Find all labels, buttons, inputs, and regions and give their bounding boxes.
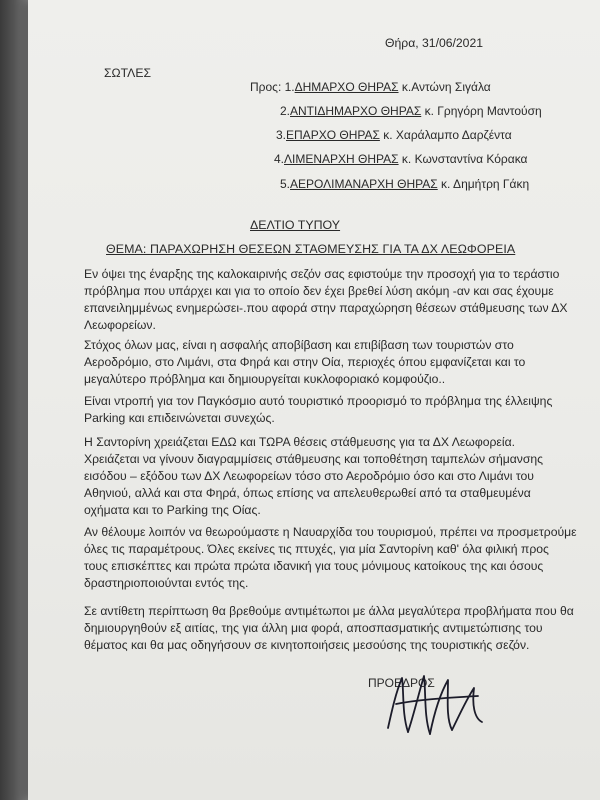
document-date: Θήρα, 31/06/2021 — [385, 36, 484, 50]
paragraph-line: όλες τις παραμέτρους. Όλες εκείνες τις πτυχές, για μία Σαντορίνη καθ' όλα φιλική προς — [84, 542, 549, 556]
recipient-line — [280, 177, 529, 191]
recipient-prefix: 2. — [280, 104, 291, 118]
paragraph-line: μεγαλύτερο πρόβλημα και δημιουργείται κυκλοφοριακό κομφούζιο.. — [84, 372, 446, 386]
paragraph-line: Αεροδρόμιο, στο Λιμάνι, στα Φηρά και στην Οία, περιοχές όπου εμφανίζεται και το — [84, 355, 526, 369]
document-subject: ΘΕΜΑ: ΠΑΡΑΧΩΡΗΣΗ ΘΕΣΕΩΝ ΣΤΑΘΜΕΥΣΗΣ ΓΙΑ ΤΑ ΔΧ ΛΕΩΦΟΡΕΙΑ — [106, 242, 516, 256]
recipient-office: ΔΗΜΑΡΧΟ ΘΗΡΑΣ — [294, 80, 399, 94]
recipient-prefix: 5. — [280, 177, 291, 191]
recipient-line — [280, 104, 542, 118]
recipient-line — [276, 128, 512, 142]
paragraph-line: τους επισκέπτες και πρώτα πρώτα ιδανική για τους μόνιμους κατοίκους της και όσους — [84, 559, 544, 573]
paragraph-line: δημιουργηθούν εξ αιτίας, της για άλλη μια φορά, αποσπασματικής αντιμετώπισης του — [84, 621, 543, 635]
paragraph-line: πρόβλημα που υπάρχει και για το οποίο δεν έχει βρεθεί λύση ακόμη -αν και σας έχουμε — [84, 284, 554, 298]
paragraph-line: Αν θέλουμε λοιπόν να θεωρούμαστε η Ναυαρχίδα του τουρισμού, πρέπει να προσμετρούμε — [84, 525, 577, 539]
paragraph-line: Χρειάζεται να γίνουν διαγραμμίσεις στάθμευσης και τοποθέτηση ταμπελών σήμανσης — [84, 452, 544, 466]
signature-icon — [382, 670, 492, 740]
paragraph-line: Σε αντίθετη περίπτωση θα βρεθούμε αντιμέτωποι με άλλα μεγαλύτερα προβλήματα που θα — [84, 604, 574, 618]
recipient-person: κ.Αντώνη Σιγάλα — [398, 80, 491, 94]
paragraph-line: Είναι ντροπή για τον Παγκόσμιο αυτό τουριστικό προορισμό το πρόβλημα της έλλειψης — [84, 394, 553, 408]
body-paragraph — [84, 603, 574, 654]
body-paragraph — [84, 337, 554, 388]
paragraph-line: Parking και επιδεινώνεται συνεχώς. — [84, 411, 275, 425]
paragraph-line: εισόδου – εξόδου των ΔΧ Λεωφορείων τόσο στο Αεροδρόμιο όσο και στο Λιμάνι του — [84, 469, 534, 483]
paragraph-line: Στόχος όλων μας, είναι η ασφαλής αποβίβαση και επιβίβαση των τουριστών στο — [84, 338, 514, 352]
recipient-office: ΑΕΡΟΛΙΜΑΝΑΡΧΗ ΘΗΡΑΣ — [290, 177, 438, 191]
body-paragraph — [84, 434, 554, 519]
recipient-prefix: 4. — [274, 152, 285, 166]
recipient-line — [274, 152, 527, 166]
recipient-office: ΑΝΤΙΔΗΜΑΡΧΟ ΘΗΡΑΣ — [290, 104, 422, 118]
recipient-person: κ. Δημήτρη Γάκη — [437, 177, 530, 191]
paragraph-line: Η Σαντορίνη χρειάζεται ΕΔΩ και ΤΩΡΑ θέσεις στάθμευσης για τα ΔΧ Λεωφορεία. — [84, 435, 516, 449]
paragraph-line: οχήματα και το Parking της Οίας. — [84, 503, 261, 517]
recipient-line — [250, 80, 491, 94]
paragraph-line: δραστηριοποιούνται εντός της. — [84, 576, 249, 590]
recipient-person: κ. Κωνσταντίνα Κόρακα — [398, 152, 528, 166]
body-paragraph — [84, 393, 554, 427]
paragraph-line: Αθηνιού, αλλά και στα Φηρά, όπως επίσης να απελευθερωθεί από τα σταθμευμένα — [84, 486, 531, 500]
recipient-prefix: 3. — [276, 128, 287, 142]
paragraph-line: θέματος και θα μας οδηγήσουν σε κινητοποιήσεις μεσούσης της τουριστικής σεζόν. — [84, 638, 530, 652]
paragraph-line: επανειλημμένως ενημερώσει-.που αφορά στην παραχώρηση θέσεων στάθμευσης των ΔΧ — [84, 301, 568, 315]
recipient-office: ΕΠΑΡΧΟ ΘΗΡΑΣ — [286, 128, 380, 142]
recipient-prefix: Προς: 1. — [250, 80, 295, 94]
document-page — [28, 0, 600, 800]
body-paragraph — [84, 266, 568, 334]
recipient-office: ΛΙΜΕΝΑΡΧΗ ΘΗΡΑΣ — [284, 152, 399, 166]
recipient-person: κ. Γρηγόρη Μαντούση — [421, 104, 542, 118]
closing-title: ΠΡΟΕΔΡΟΣ — [368, 676, 435, 690]
recipient-person: κ. Χαράλαμπο Δαρζέντα — [379, 128, 512, 142]
sender-name: ΣΩΤΛΕΣ — [104, 66, 151, 80]
paragraph-line: Εν όψει της έναρξης της καλοκαιρινής σεζόν σας εφιστούμε την προσοχή για το τεράστιο — [84, 267, 560, 281]
body-paragraph — [84, 524, 577, 592]
paragraph-line: Λεωφορείων. — [84, 318, 156, 332]
document-title: ΔΕΛΤΙΟ ΤΥΠΟΥ — [250, 218, 341, 232]
